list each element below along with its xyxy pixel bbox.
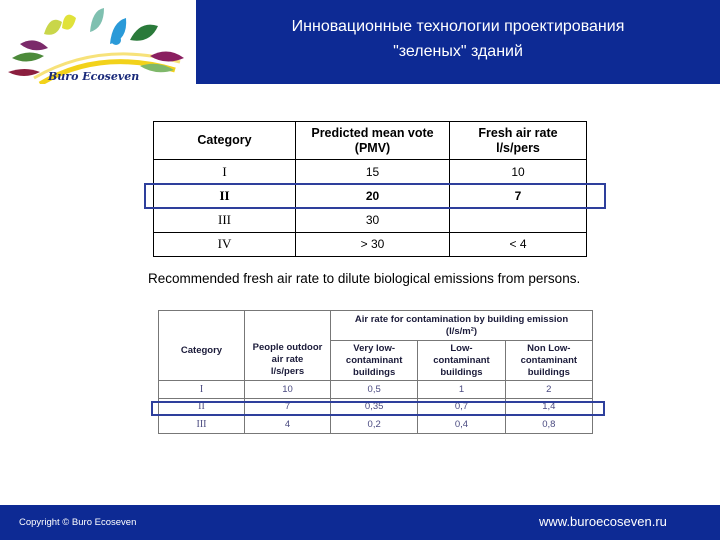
cell-category: I [159, 381, 245, 399]
cell-air: < 4 [450, 232, 587, 256]
cell-outdoor: 4 [245, 416, 331, 434]
header-air-rate-group: Air rate for contamination by building emission (l/s/m²) [331, 311, 593, 341]
table-row [159, 416, 593, 434]
table-row [159, 381, 593, 399]
table-row [154, 208, 587, 232]
table-group-header-row [159, 311, 593, 341]
highlight-row-box [144, 183, 606, 209]
cell-category: III [159, 416, 245, 434]
cell-category: I [154, 160, 296, 184]
cell-category: IV [154, 232, 296, 256]
cell-outdoor: 10 [245, 381, 331, 399]
header-non-low: Non Low- contaminant buildings [505, 341, 592, 381]
highlight-row-box [151, 401, 605, 416]
table-row [154, 160, 587, 184]
cell-very-low: 0,2 [331, 416, 418, 434]
cell-non-low: 0,8 [505, 416, 592, 434]
cell-pmv: 15 [296, 160, 450, 184]
logo-text: Buro Ecoseven [48, 70, 140, 83]
page-title [196, 14, 720, 64]
header-very-low: Very low- contaminant buildings [331, 341, 418, 381]
website-link[interactable]: www.buroecoseven.ru [539, 514, 667, 529]
header-low: Low- contaminant buildings [418, 341, 505, 381]
table-caption: Recommended fresh air rate to dilute biological emissions from persons. [148, 271, 581, 286]
cell-pmv: 30 [296, 208, 450, 232]
cell-non-low: 2 [505, 381, 592, 399]
header-pmv: Predicted mean vote (PMV) [296, 122, 450, 160]
cell-pmv: 20 [296, 184, 450, 208]
logo [0, 0, 194, 84]
header-category: Category [154, 122, 296, 160]
cell-very-low: 0,5 [331, 381, 418, 399]
header-category: Category [159, 341, 245, 381]
cell-category: II [159, 398, 245, 416]
title-line-1: Инновационные технологии проектирования [291, 18, 625, 35]
cell-low: 0,7 [418, 398, 505, 416]
copyright-text: Copyright © Buro Ecoseven [19, 517, 137, 528]
title-line-2: "зеленых" зданий [393, 43, 523, 60]
cell-category: II [154, 184, 296, 208]
cell-pmv: > 30 [296, 232, 450, 256]
table-row [154, 232, 587, 256]
cell-category: III [154, 208, 296, 232]
cell-air: 10 [450, 160, 587, 184]
cell-air [450, 208, 587, 232]
table-header-row [159, 341, 593, 381]
cell-non-low: 1,4 [505, 398, 592, 416]
cell-low: 1 [418, 381, 505, 399]
header-empty [245, 311, 331, 341]
header-empty [159, 311, 245, 341]
table-header-row [154, 122, 587, 160]
header-outdoor-air: People outdoor air rate l/s/pers [245, 341, 331, 381]
header-fresh-air: Fresh air rate l/s/pers [450, 122, 587, 160]
cell-low: 0,4 [418, 416, 505, 434]
cell-outdoor: 7 [245, 398, 331, 416]
cell-very-low: 0,35 [331, 398, 418, 416]
cell-air: 7 [450, 184, 587, 208]
